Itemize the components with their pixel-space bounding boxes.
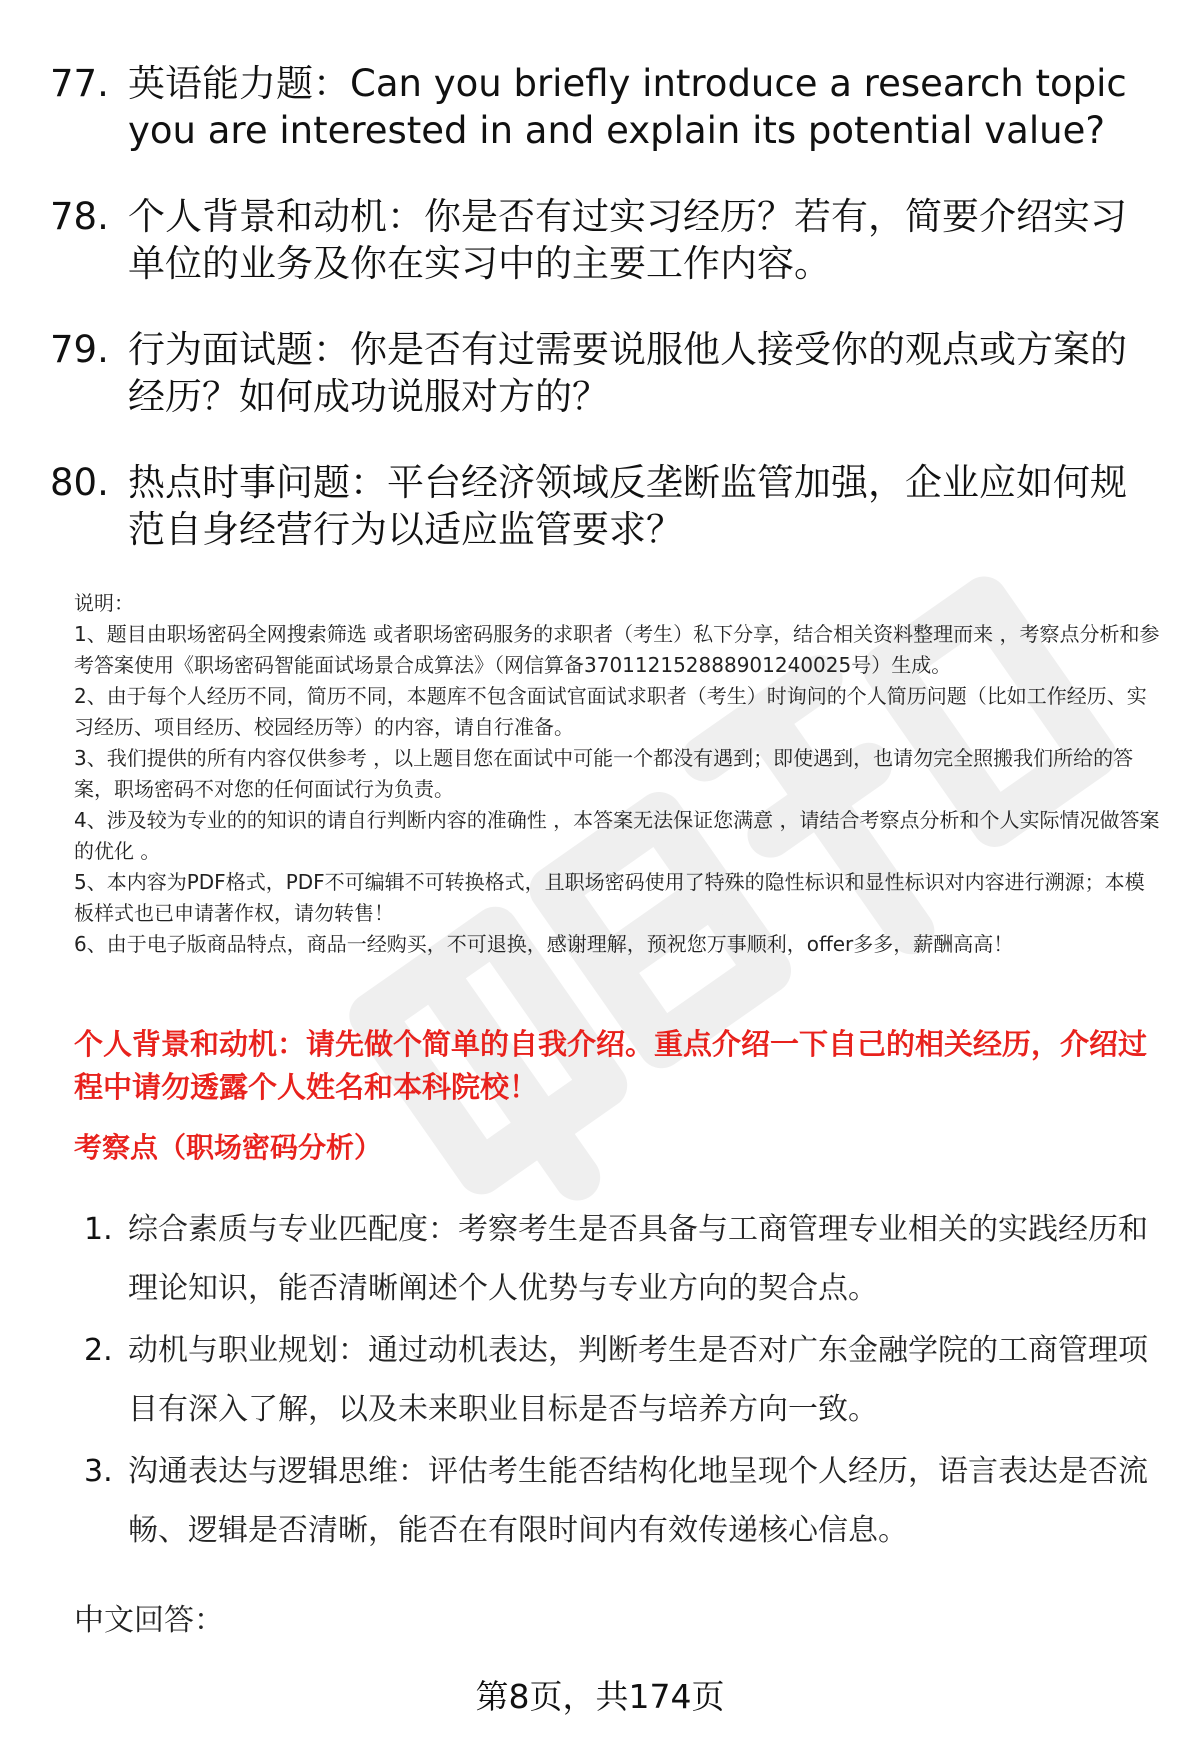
note-item: 2、由于每个人经历不同，简历不同，本题库不包含面试官面试求职者（考生）时询问的个人简历问题（比如工作经历、实习经历、项目经历、校园经历等）的内容，请自行准备。 (74, 684, 1147, 739)
question-item (50, 459, 1160, 553)
note-item: 5、本内容为PDF格式，PDF不可编辑不可转换格式，且职场密码使用了特殊的隐性标识和显性标识对内容进行溯源；本模板样式也已申请著作权，请勿转售！ (74, 870, 1145, 925)
question-number: 78. (50, 195, 109, 238)
note-item: 3、我们提供的所有内容仅供参考 ，以上题目您在面试中可能一个都没有遇到；即使遇到，也请勿完全照搬我们所给的答案，职场密码不对您的任何面试行为负责。 (74, 746, 1134, 801)
point-text: 综合素质与专业匹配度：考察考生是否具备与工商管理专业相关的实践经历和理论知识，能否清晰阐述个人优势与专业方向的契合点。 (128, 1212, 1148, 1306)
question-text: 个人背景和动机：你是否有过实习经历？若有，简要介绍实习单位的业务及你在实习中的主要工作内容。 (128, 195, 1127, 285)
question-item (50, 193, 1160, 287)
note-item: 4、涉及较为专业的的知识的请自行判断内容的准确性 ，本答案无法保证您满意 ，请结合考察点分析和个人实际情况做答案的优化 。 (74, 808, 1160, 863)
analysis-point (84, 1442, 1164, 1560)
point-number: 3. (84, 1454, 113, 1489)
analysis-title: 考察点（职场密码分析） (74, 1131, 383, 1164)
point-text: 沟通表达与逻辑思维：评估考生能否结构化地呈现个人经历，语言表达是否流畅、逻辑是否清晰，能否在有限时间内有效传递核心信息。 (128, 1454, 1148, 1548)
notes-heading: 说明： (74, 591, 134, 615)
question-number: 80. (50, 461, 109, 504)
notes-section (74, 588, 1160, 960)
question-item (50, 326, 1160, 420)
question-list (50, 60, 1160, 592)
point-text: 动机与职业规划：通过动机表达，判断考生是否对广东金融学院的工商管理项目有深入了解，以及未来职业目标是否与培养方向一致。 (128, 1333, 1148, 1427)
note-item: 1、题目由职场密码全网搜索筛选 或者职场密码服务的求职者（考生）私下分享，结合相关资料整理而来 ，考察点分析和参考答案使用《职场密码智能面试场景合成算法》（网信算备370112152888901240025号）生成。 (74, 622, 1160, 677)
point-number: 1. (84, 1212, 113, 1247)
answer-label: 中文回答： (74, 1603, 224, 1638)
question-text: 行为面试题：你是否有过需要说服他人接受你的观点或方案的经历？如何成功说服对方的？ (128, 328, 1127, 418)
highlight-question: 个人背景和动机：请先做个简单的自我介绍。重点介绍一下自己的相关经历，介绍过程中请勿透露个人姓名和本科院校！ (74, 1027, 1148, 1104)
analysis-points (84, 1200, 1164, 1563)
analysis-point (84, 1321, 1164, 1439)
note-item: 6、由于电子版商品特点，商品一经购买，不可退换，感谢理解，预祝您万事顺利，offer多多，薪酬高高！ (74, 932, 1014, 956)
question-number: 77. (50, 62, 109, 105)
question-item (50, 60, 1160, 154)
question-number: 79. (50, 328, 109, 371)
page-footer: 第8页，共174页 (475, 1677, 725, 1716)
question-text: 英语能力题：Can you briefly introduce a research topic you are interested in and explain its potential value? (128, 62, 1127, 152)
point-number: 2. (84, 1333, 113, 1368)
question-text: 热点时事问题：平台经济领域反垄断监管加强，企业应如何规范自身经营行为以适应监管要求？ (128, 461, 1127, 551)
analysis-point (84, 1200, 1164, 1318)
